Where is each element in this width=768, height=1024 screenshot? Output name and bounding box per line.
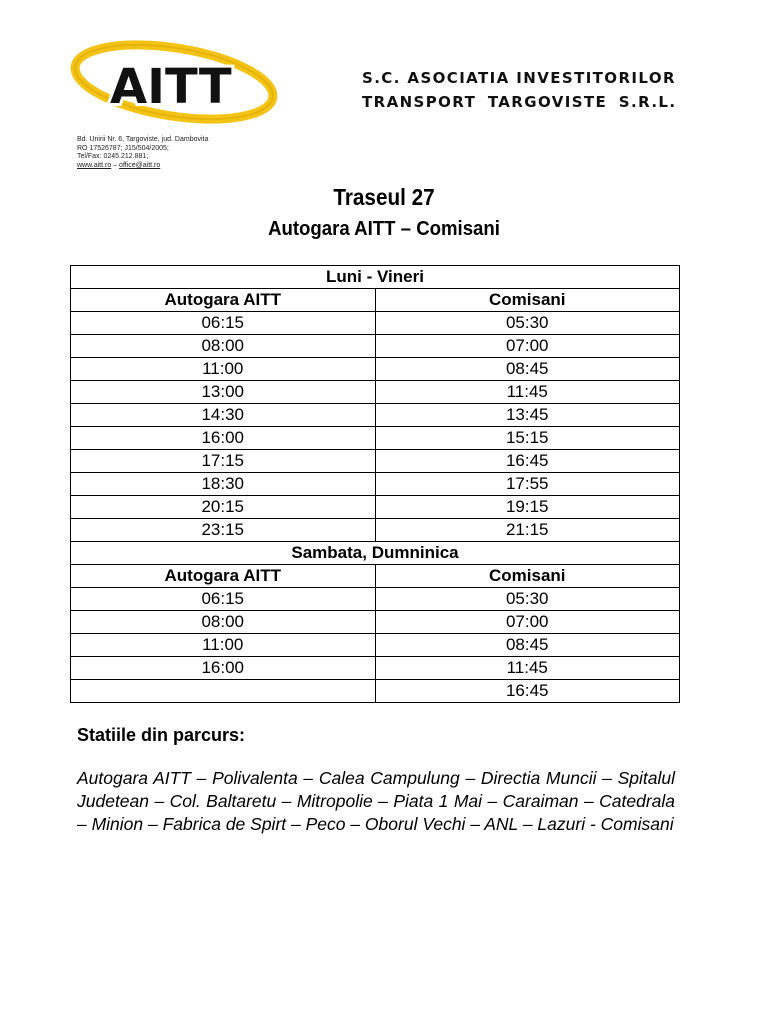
- departure-autogara: 23:15: [71, 519, 376, 542]
- section-header-weekday: [71, 266, 680, 289]
- table-row: [71, 473, 680, 496]
- table-row: [71, 496, 680, 519]
- address-line1: Bd. Unirii Nr. 6, Targoviste, jud. Dambovita: [77, 136, 209, 143]
- departure-autogara: 06:15: [71, 588, 376, 611]
- departure-comisani: 16:45: [375, 680, 680, 703]
- departure-comisani: 13:45: [375, 404, 680, 427]
- address-line2: RO 17526787; J15/504/2005;: [77, 144, 169, 152]
- departure-comisani: 07:00: [375, 611, 680, 634]
- departure-autogara: 16:00: [71, 427, 376, 450]
- departure-comisani: 16:45: [375, 450, 680, 473]
- table-row: [71, 427, 680, 450]
- departure-comisani: 08:45: [375, 634, 680, 657]
- column-headers: [71, 565, 680, 588]
- table-row: [71, 519, 680, 542]
- table-row: [71, 335, 680, 358]
- departure-autogara: 20:15: [71, 496, 376, 519]
- company-name-line2: TRANSPORT TARGOVISTE S.R.L.: [362, 93, 677, 111]
- table-row: [71, 450, 680, 473]
- table-row: [71, 657, 680, 680]
- departure-autogara: 11:00: [71, 358, 376, 381]
- table-row: [71, 680, 680, 703]
- column-header-autogara: Autogara AITT: [71, 289, 376, 312]
- departure-comisani: 08:45: [375, 358, 680, 381]
- departure-autogara: 08:00: [71, 611, 376, 634]
- departure-autogara: 13:00: [71, 381, 376, 404]
- address-line3: Tel/Fax: 0245.212.881;: [77, 153, 149, 161]
- table-row: [71, 358, 680, 381]
- timetable: [70, 265, 680, 703]
- departure-autogara: 14:30: [71, 404, 376, 427]
- departure-autogara: 16:00: [71, 657, 376, 680]
- table-row: [71, 312, 680, 335]
- company-address: [77, 136, 208, 170]
- column-header-comisani: Comisani: [375, 289, 680, 312]
- column-headers: [71, 289, 680, 312]
- table-row: [71, 634, 680, 657]
- email-link[interactable]: office@aitt.ro: [119, 161, 161, 169]
- departure-comisani: 15:15: [375, 427, 680, 450]
- departure-autogara: 11:00: [71, 634, 376, 657]
- column-header-comisani: Comisani: [375, 565, 680, 588]
- section-label: Sambata, Dumninica: [71, 542, 680, 565]
- company-name: [362, 66, 677, 114]
- table-row: [71, 588, 680, 611]
- departure-comisani: 11:45: [375, 657, 680, 680]
- departure-comisani: 21:15: [375, 519, 680, 542]
- address-links: [77, 162, 208, 171]
- table-row: [71, 404, 680, 427]
- svg-text:AITT: AITT: [110, 59, 232, 115]
- departure-comisani: 19:15: [375, 496, 680, 519]
- table-row: [71, 381, 680, 404]
- column-header-autogara: Autogara AITT: [71, 565, 376, 588]
- departure-autogara: 17:15: [71, 450, 376, 473]
- route-subtitle: Autogara AITT – Comisani: [268, 218, 500, 240]
- table-row: [71, 611, 680, 634]
- departure-autogara: 08:00: [71, 335, 376, 358]
- stations-heading: Statiile din parcurs:: [77, 725, 246, 745]
- section-label: Luni - Vineri: [71, 266, 680, 289]
- departure-autogara: 18:30: [71, 473, 376, 496]
- route-title: Traseul 27: [333, 184, 435, 210]
- section-header-weekend: [71, 542, 680, 565]
- aitt-logo: [70, 36, 282, 132]
- departure-comisani: 17:55: [375, 473, 680, 496]
- departure-comisani: 07:00: [375, 335, 680, 358]
- departure-autogara: 06:15: [71, 312, 376, 335]
- departure-comisani: 05:30: [375, 312, 680, 335]
- website-link[interactable]: www.aitt.ro: [77, 161, 112, 169]
- link-separator: –: [113, 161, 118, 169]
- stations-list: Autogara AITT – Polivalenta – Calea Campulung – Directia Muncii – Spitalul Judetean – Col. Baltaretu – Mitropolie – Piata 1 Mai – Caraiman – Catedrala – Minion – Fabrica de Spirt – Peco – Oborul Vechi – ANL – Lazuri - Comisani: [77, 768, 675, 834]
- departure-comisani: 11:45: [375, 381, 680, 404]
- departure-autogara: [71, 680, 376, 703]
- departure-comisani: 05:30: [375, 588, 680, 611]
- company-name-line1: S.C. ASOCIATIA INVESTITORILOR: [362, 69, 676, 87]
